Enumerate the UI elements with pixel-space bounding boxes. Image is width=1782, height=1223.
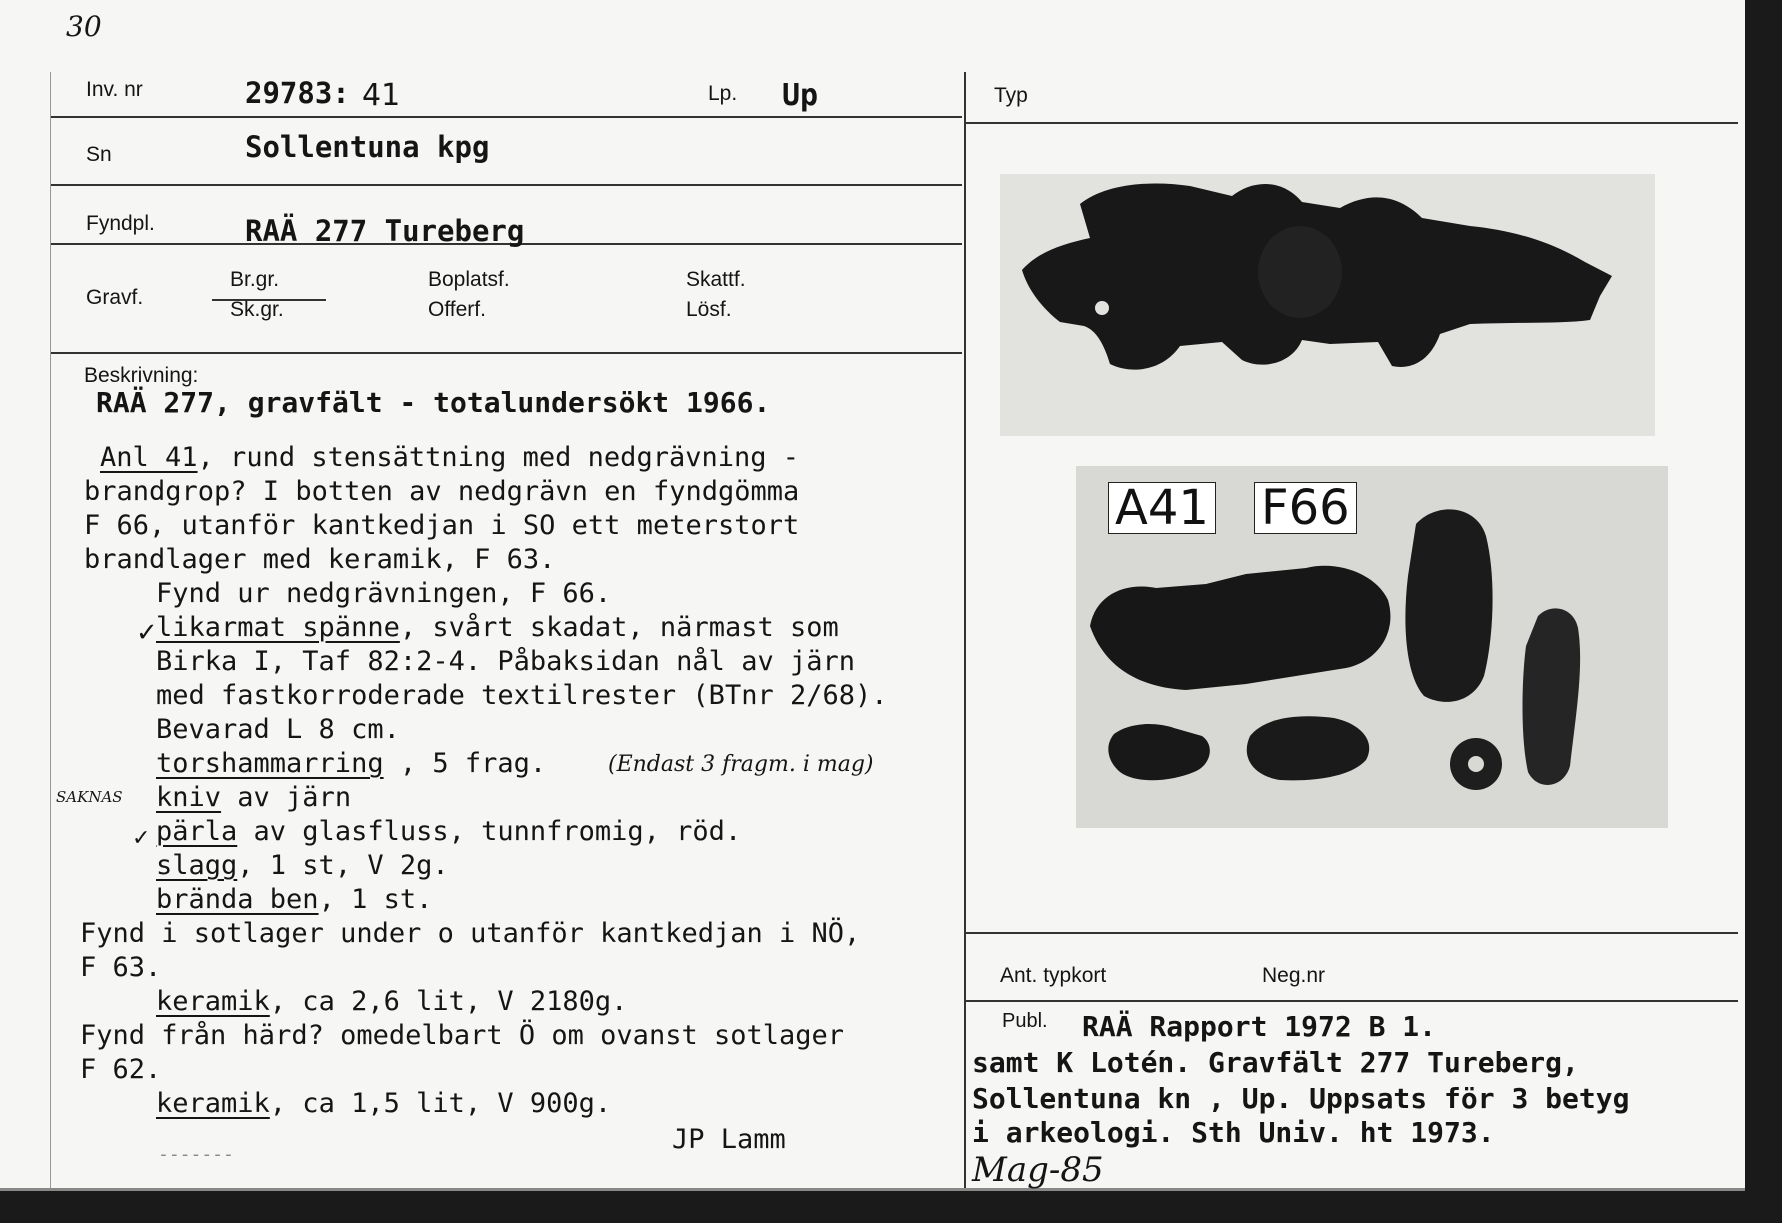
mag-note: Mag-85	[972, 1150, 1104, 1190]
desc-line	[156, 782, 351, 813]
desc-line	[156, 816, 741, 847]
desc-underlined: brända ben	[156, 884, 319, 915]
brooch-image	[1000, 174, 1655, 436]
ant-typkort-label: Ant. typkort	[1000, 964, 1107, 987]
row-divider	[50, 352, 962, 354]
typ-divider	[966, 122, 1738, 124]
desc-line: F 66, utanför kantkedjan i SO ett meterstort	[84, 510, 800, 541]
desc-text: , 5 frag.	[383, 748, 547, 779]
desc-text: , 1 st.	[318, 884, 433, 915]
desc-underlined: likarmat spänne	[156, 612, 400, 643]
desc-line: Fynd ur nedgrävningen, F 66.	[156, 578, 612, 609]
publication-line: samt K Lotén. Gravfält 277 Tureberg,	[972, 1046, 1579, 1079]
desc-line: brandlager med keramik, F 63.	[84, 544, 556, 575]
desc-text: av järn	[221, 782, 352, 813]
desc-line	[156, 748, 546, 779]
photo-tag-anl: A41	[1108, 482, 1216, 534]
signature: JP Lamm	[672, 1124, 786, 1155]
inv-value-hand: 41	[362, 78, 401, 113]
gravf-label: Gravf.	[86, 286, 144, 309]
losf: Lösf.	[686, 298, 732, 321]
handwritten-note: (Endast 3 fragm. i mag)	[608, 752, 874, 777]
desc-text: , 1 st, V 2g.	[237, 850, 449, 881]
desc-line	[156, 986, 627, 1017]
desc-line: Birka I, Taf 82:2-4. Påbaksidan nål av järn	[156, 646, 855, 677]
desc-text: , ca 1,5 lit, V 900g.	[269, 1088, 612, 1119]
desc-line: Fynd från härd? omedelbart Ö om ovanst sotlager	[80, 1020, 845, 1051]
lp-value: Up	[782, 78, 819, 113]
desc-line: F 62.	[80, 1054, 162, 1085]
desc-text: , rund stensättning med nedgrävning -	[197, 442, 799, 473]
desc-text: , ca 2,6 lit, V 2180g.	[269, 986, 628, 1017]
desc-line: Bevarad L 8 cm.	[156, 714, 400, 745]
beskrivning-label: Beskrivning:	[84, 364, 199, 387]
page-number: 30	[66, 10, 102, 43]
desc-underlined: Anl 41	[100, 442, 198, 473]
desc-line: Fynd i sotlager under o utanför kantkedjan i NÖ,	[80, 918, 861, 949]
offerf: Offerf.	[428, 298, 486, 321]
sn-label: Sn	[86, 143, 112, 166]
skattf: Skattf.	[686, 268, 746, 291]
desc-underlined: torshammarring	[156, 748, 384, 779]
row-divider	[50, 184, 962, 186]
column-divider	[964, 72, 966, 1188]
inv-label: Inv. nr	[86, 78, 143, 101]
publication-line: i arkeologi. Sth Univ. ht 1973.	[972, 1116, 1495, 1149]
desc-underlined: keramik	[156, 1088, 270, 1119]
desc-line	[156, 884, 432, 915]
neg-nr-label: Neg.nr	[1262, 964, 1326, 987]
dashes: -------	[158, 1144, 234, 1165]
desc-underlined: slagg	[156, 850, 238, 881]
boplatsf: Boplatsf.	[428, 268, 510, 291]
desc-line: brandgrop? I botten av nedgrävn en fyndgömma	[84, 476, 800, 507]
publ-divider	[966, 1000, 1738, 1002]
desc-underlined: pärla	[156, 816, 238, 847]
description-heading: RAÄ 277, gravfält - totalundersökt 1966.	[96, 386, 771, 419]
fyndpl-value: RAÄ 277 Tureberg	[245, 214, 525, 248]
row-divider	[50, 116, 962, 118]
desc-line	[156, 1088, 611, 1119]
lp-label: Lp.	[708, 82, 738, 105]
desc-line: F 63.	[80, 952, 162, 983]
sn-value: Sollentuna kpg	[245, 130, 490, 164]
finds-photo	[1076, 466, 1668, 828]
publication-line: RAÄ Rapport 1972 B 1.	[1082, 1010, 1437, 1043]
inv-value: 29783:	[245, 76, 350, 110]
desc-text: , svårt skadat, närmast som	[399, 612, 839, 643]
photo-tag-fynd: F66	[1254, 482, 1357, 534]
margin-note: SAKNAS	[56, 788, 123, 806]
desc-line	[100, 442, 799, 473]
left-edge	[50, 72, 51, 1188]
desc-line	[156, 850, 449, 881]
brooch-photo	[1000, 174, 1655, 436]
desc-text: av glasfluss, tunnfromig, röd.	[237, 816, 742, 847]
check-mark-icon: ✓	[136, 618, 158, 648]
publ-label: Publ.	[1002, 1010, 1048, 1032]
sk-gr: Sk.gr.	[230, 298, 284, 321]
typkort-divider	[966, 932, 1738, 934]
check-mark-icon: ✓	[132, 826, 151, 851]
br-gr: Br.gr.	[230, 268, 280, 291]
desc-line	[156, 612, 839, 643]
fyndpl-label: Fyndpl.	[86, 212, 155, 235]
publication-line: Sollentuna kn , Up. Uppsats för 3 betyg	[972, 1082, 1630, 1115]
typ-label: Typ	[994, 84, 1028, 107]
desc-line: med fastkorroderade textilrester (BTnr 2/68).	[156, 680, 888, 711]
desc-underlined: kniv	[156, 782, 222, 813]
desc-underlined: keramik	[156, 986, 270, 1017]
